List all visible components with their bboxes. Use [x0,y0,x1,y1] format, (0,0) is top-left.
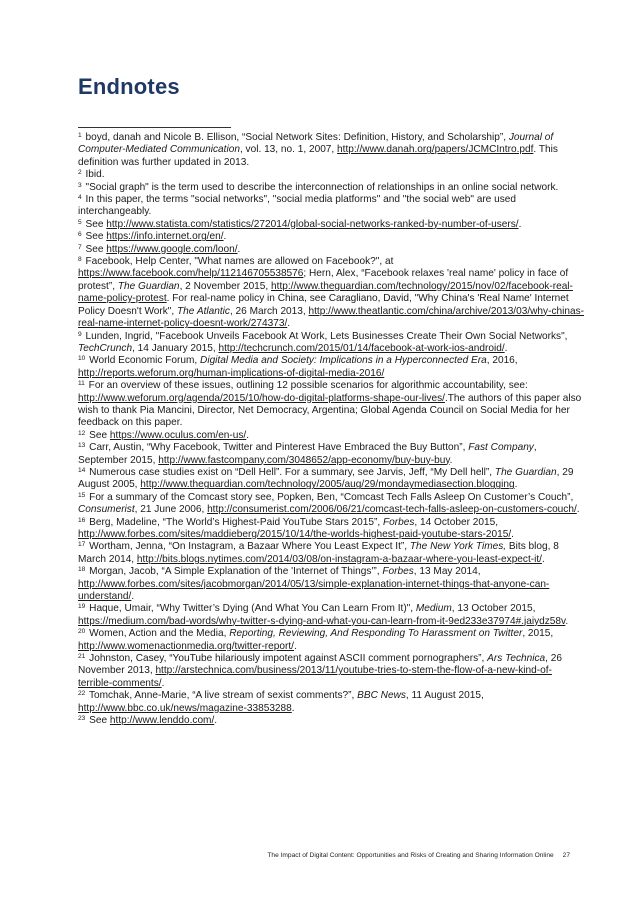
endnote-text: Facebook, Help Center, "What names are allowed on Facebook?", at [85,256,394,268]
endnote-text: , 13 May 2014, [413,566,481,578]
endnote-text: . [237,243,241,255]
endnote-item [78,355,586,380]
endnote-text: See [85,243,107,255]
endnote-number: 10 [78,355,86,363]
endnote-source-title: Reporting, Reviewing, And Responding To Harassment on Twitter [229,628,523,640]
endnote-item [78,690,586,715]
endnote-item [78,566,586,603]
endnote-text: See [89,429,110,441]
endnote-text: Numerous case studies exist on “Dell Hell”. For a summary, see Jarvis, Jeff, “My Dell hell”, [89,466,495,478]
endnote-source-title: The New York Times, [409,541,507,553]
endnote-source-title: The Guardian [117,280,180,292]
endnote-text: boyd, danah and Nicole B. Ellison, “Social Network Sites: Definition, History, and Scholarship”, [85,132,509,143]
footer-title: The Impact of Digital Content: Opportunities and Risks of Creating and Sharing Information Online [267,852,554,859]
endnote-number: 5 [78,218,82,226]
endnote-text: , 13 October 2015, [451,603,536,615]
endnote-item [78,430,586,442]
footnote-separator [78,127,231,128]
endnote-link[interactable]: http://www.womenactionmedia.org/twitter-report/ [78,640,294,652]
endnote-item [78,517,586,542]
endnote-number: 2 [78,169,82,177]
endnote-link[interactable]: http://www.weforum.org/agenda/2015/10/how-do-digital-platforms-shape-our-lives/ [78,392,445,404]
endnote-number: 7 [78,243,82,251]
endnote-text: Lunden, Ingrid, "Facebook Unveils Facebook At Work, Lets Businesses Create Their Own Social Networks", [85,330,568,342]
endnote-source-title: Forbes [382,566,414,578]
endnote-source-title: TechCrunch [78,342,133,354]
endnote-source-title: The Guardian [494,466,557,478]
endnote-text: Haque, Umair, “Why Twitter’s Dying (And What You Can Learn From It)", [89,603,416,615]
endnote-text: , 21 June 2006, [134,504,208,516]
page-number: 27 [562,852,570,859]
endnote-link[interactable]: http://www.theguardian.com/technology/2015/nov/02/facebook-real-name-policy-protest [78,280,573,305]
endnote-text: . [131,591,135,603]
endnote-text: , September 2015, [78,442,537,466]
endnote-text: . [291,702,295,714]
endnote-text: Berg, Madeline, “The World’s Highest-Paid YouTube Stars 2015”, [89,516,383,528]
endnote-text: , 2016, [486,355,518,367]
endnote-item [78,194,586,219]
endnote-text: See [89,715,110,727]
endnote-link[interactable]: http://www.bbc.co.uk/news/magazine-33853288 [78,702,292,714]
endnote-number: 16 [78,516,86,524]
endnote-number: 23 [78,715,86,723]
endnote-item [78,628,586,653]
endnote-number: 19 [78,603,86,611]
page-title: Endnotes [78,74,180,99]
endnote-text: . [161,677,165,689]
endnote-item [78,603,586,628]
endnote-number: 11 [78,380,85,388]
endnote-source-title: Ars Technica [487,653,546,665]
endnote-item [78,132,586,169]
endnote-text: . [223,231,227,243]
endnote-text: Morgan, Jacob, “A Simple Explanation of the 'Internet of Things'”, [89,566,383,578]
endnote-link[interactable]: https://www.oculus.com/en-us/ [109,429,247,441]
endnote-item [78,169,586,181]
endnote-text: , 14 January 2015, [132,342,219,354]
endnote-text: . [518,218,522,230]
endnote-link[interactable]: http://www.danah.org/papers/JCMCIntro.pdf [337,144,534,156]
endnote-item [78,541,586,566]
endnote-number: 17 [78,541,86,549]
endnote-item [78,715,586,727]
endnote-text: , 2015, [522,628,554,640]
endnote-text: ; Hern, Alex, “Facebook relaxes 'real name' policy in face of protest”, [78,268,569,292]
endnote-source-title: Consumerist [78,504,135,516]
endnote-source-title: Digital Media and Society: Implications in a Hyperconnected Era [200,355,487,367]
endnote-number: 9 [78,330,82,338]
endnote-item [78,231,586,243]
endnotes-list [78,132,586,728]
endnote-number: 8 [78,256,82,264]
endnote-text: . [511,529,514,540]
endnote-text: . [246,429,250,441]
endnote-text: , 2 November 2015, [179,280,272,292]
endnote-item [78,244,586,256]
endnote-number: 3 [78,181,82,189]
endnote-text: Tomchak, Anne-Marie, “A live stream of sexist comments?”, [88,690,358,702]
endnote-text: . [541,553,545,565]
endnote-text: "Social graph" is the term used to describe the interconnection of relationships in an online social network. [85,181,559,193]
endnote-item [78,653,586,690]
endnote-text: Carr, Austin, “Why Facebook, Twitter and Pinterest Have Embraced the Buy Button”, [89,442,469,454]
endnote-text: . This definition was further updated in 2013. [78,144,558,168]
endnote-item [78,380,586,430]
endnote-item [78,331,586,356]
endnote-number: 15 [78,491,86,499]
endnote-link[interactable]: https://medium.com/bad-words/why-twitter-s-dying-and-what-you-can-learn-from-it-9ed233e37974#.jaiydz58v [78,615,566,627]
endnote-link[interactable]: http://www.lenddo.com/ [109,715,215,727]
page-footer [0,852,570,859]
endnote-number: 20 [78,628,86,636]
endnote-text: , 29 August 2005, [78,466,574,491]
endnote-text: , vol. 13, no. 1, 2007, [239,144,338,156]
endnote-text: For a summary of the Comcast story see, Popken, Ben, “Comcast Tech Falls Asleep On Customer’s Couch”, [89,491,574,503]
endnote-text: . [287,318,291,330]
endnote-link[interactable]: https://www.google.com/loon/ [106,243,238,255]
endnote-text: . [449,454,453,466]
endnote-link[interactable]: http://reports.weforum.org/human-implications-of-digital-media-2016/ [78,367,385,379]
endnote-link[interactable]: http://consumerist.com/2006/06/21/comcast-tech-falls-asleep-on-customers-couch/ [207,504,577,516]
endnote-link[interactable]: http://www.fastcompany.com/3048652/app-economy/buy-buy-buy [158,454,450,466]
endnote-text: , 14 October 2015, [414,516,498,528]
endnote-number: 6 [78,231,82,239]
endnote-text: , 11 August 2015, [405,690,484,702]
endnote-link[interactable]: http://arstechnica.com/business/2013/11/youtube-tries-to-stem-the-flow-of-a-new-kind-of-terrible-comments/ [78,665,552,689]
endnote-number: 21 [78,653,86,661]
endnote-text: Johnston, Casey, “YouTube hilariously impotent against ASCII comment pornographers”, [89,653,488,665]
endnote-text: In this paper, the terms "social networks", "social media platforms" and "the social web" are used interchangeably. [78,194,516,218]
endnote-link[interactable]: http://techcrunch.com/2015/01/14/facebook-at-work-ios-android/ [218,342,505,354]
endnote-link[interactable]: http://www.theatlantic.com/china/archive/2013/03/why-chinas-real-name-internet-policy-doesnt-work/274373/ [78,305,584,330]
endnote-text: . [293,640,297,652]
endnote-text: World Economic Forum, [89,355,201,367]
endnote-link[interactable]: http://bits.blogs.nytimes.com/2014/03/08/on-instagram-a-bazaar-where-you-least-expect-it/ [136,553,542,565]
endnote-text: See [85,231,107,243]
endnote-item [78,219,586,231]
endnote-link[interactable]: http://www.theguardian.com/technology/2005/aug/29/mondaymediasection.blogging [140,479,515,491]
endnote-number: 13 [78,442,86,450]
endnote-item [78,256,586,330]
endnote-text: . [565,615,569,627]
endnote-text: Women, Action and the Media, [89,628,230,640]
endnote-link[interactable]: http://www.statista.com/statistics/272014/global-social-networks-ranked-by-number-of-users/ [106,218,519,230]
endnote-text: See [85,218,107,230]
endnote-text: . [504,342,508,354]
endnote-text: For an overview of these issues, outlining 12 possible scenarios for algorithmic accountability, see: [88,380,528,392]
endnote-link[interactable]: https://www.facebook.com/help/112146705538576 [78,268,304,280]
endnote-number: 18 [78,566,86,574]
endnote-text: Ibid. [85,169,105,181]
endnote-link[interactable]: https://info.internet.org/en/ [106,231,224,243]
endnote-number: 14 [78,466,86,474]
endnote-text: . [576,504,580,516]
endnote-link[interactable]: http://www.forbes.com/sites/maddieberg/2015/10/14/the-worlds-highest-paid-youtube-stars-2015/ [78,529,512,540]
endnote-link[interactable]: http://www.forbes.com/sites/jacobmorgan/2014/05/13/simple-explanation-internet-things-that-anyone-can-understand/ [78,578,550,603]
endnote-source-title: Journal of Computer-Mediated Communication [78,132,554,156]
endnote-item [78,492,586,517]
endnote-text: . [214,715,218,727]
endnote-text: Bits blog, 8 March 2014, [78,541,559,565]
endnote-text: , 26 November 2013, [78,653,562,677]
endnote-text: . [514,479,518,491]
endnote-item [78,467,586,492]
endnote-text: .The authors of this paper also wish to thank Pia Mancini, Director, Net Democracy, Argentina; Global Agenda Council on Social Media for her feedback on this paper. [78,392,582,429]
endnote-text: , 26 March 2013, [229,305,309,317]
endnote-text: . For real-name policy in China, see Caragliano, David, "Why China's 'Real Name' Internet Policy Doesn't Work", [78,293,569,317]
endnote-item [78,182,586,194]
endnote-source-title: Medium [415,603,452,615]
endnote-item [78,442,586,467]
endnote-number: 12 [78,429,86,437]
endnote-source-title: The Atlantic [177,305,230,317]
endnote-number: 4 [78,194,82,202]
endnote-source-title: Forbes [382,516,415,528]
endnote-number: 1 [78,132,82,139]
endnote-number: 22 [78,690,86,698]
endnote-text: Wortham, Jenna, “On Instagram, a Bazaar Where You Least Expect It”, [89,541,410,553]
endnote-source-title: Fast Company [468,442,534,454]
endnote-source-title: BBC News [357,690,406,702]
